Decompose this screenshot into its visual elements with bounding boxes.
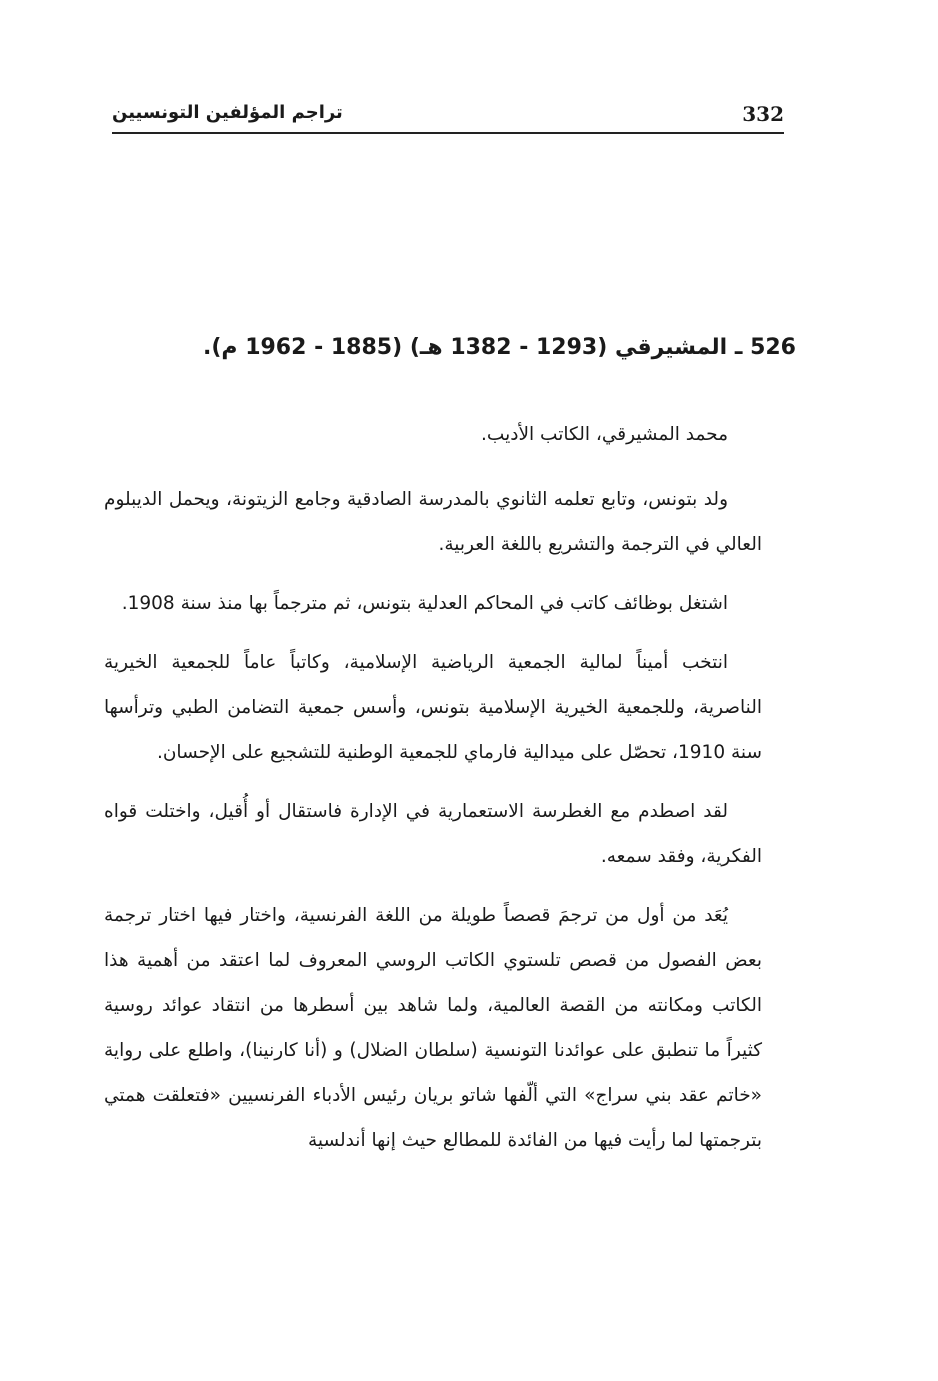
paragraph-associations: انتخب أميناً لمالية الجمعية الرياضية الإسلامية، وكاتباً عاماً للجمعية الخيرية الناصرية، وللجمعية الخيرية الإسلامية بتونس، وأسس جمعية التضامن الطبي وترأسها سنة 1910، تحصّل على ميدالية فارماي للجمعية الوطنية للتشجيع على الإحسان. <box>104 652 762 763</box>
paragraph-resignation: لقد اصطدم مع الغطرسة الاستعمارية في الإدارة فاستقال أو أُقيل، واختلت قواه الفكرية، وفقد سمعه. <box>104 801 762 867</box>
paragraph-birth: ولد بتونس، وتابع تعلمه الثانوي بالمدرسة الصادقية وجامع الزيتونة، ويحمل الديبلوم العالي في الترجمة والتشريع باللغة العربية. <box>104 489 762 555</box>
header-rule <box>112 132 784 134</box>
book-title: تراجم المؤلفين التونسيين <box>112 102 343 123</box>
paragraph-career: اشتغل بوظائف كاتب في المحاكم العدلية بتونس، ثم مترجماً بها منذ سنة 1908. <box>121 593 728 614</box>
paragraph-translations: يُعَد من أول من ترجمَ قصصاً طويلة من اللغة الفرنسية، واختار فيها اختار ترجمة بعض الفصول من قصص تلستوي الكاتب الروسي المعروف لما اعتقد من أهمية هذا الكاتب ومكانته من القصة العالمية، ولما شاهد بين أسطرها من انتقاد عوائد روسية كثيراً ما تنطبق على عوائدنا التونسية (سلطان الضلال) و (أنا كارنينا)، واطلع على رواية «خاتم عقد بني سراج» التي ألّفها شاتو بريان رئيس الأدباء الفرنسيين «فتعلقت همتي بترجمتها لما رأيت فيها من الفائدة للمطالع حيث إنها أندلسية <box>104 905 762 1151</box>
page-number: 332 <box>742 102 784 126</box>
entry-body <box>104 412 762 1177</box>
entry-heading: 526 ـ المشيرقي (1293 - 1382 هـ) (1885 - 1962 م). <box>202 335 796 360</box>
paragraph-intro: محمد المشيرقي، الكاتب الأديب. <box>481 424 728 445</box>
running-header <box>112 98 784 132</box>
